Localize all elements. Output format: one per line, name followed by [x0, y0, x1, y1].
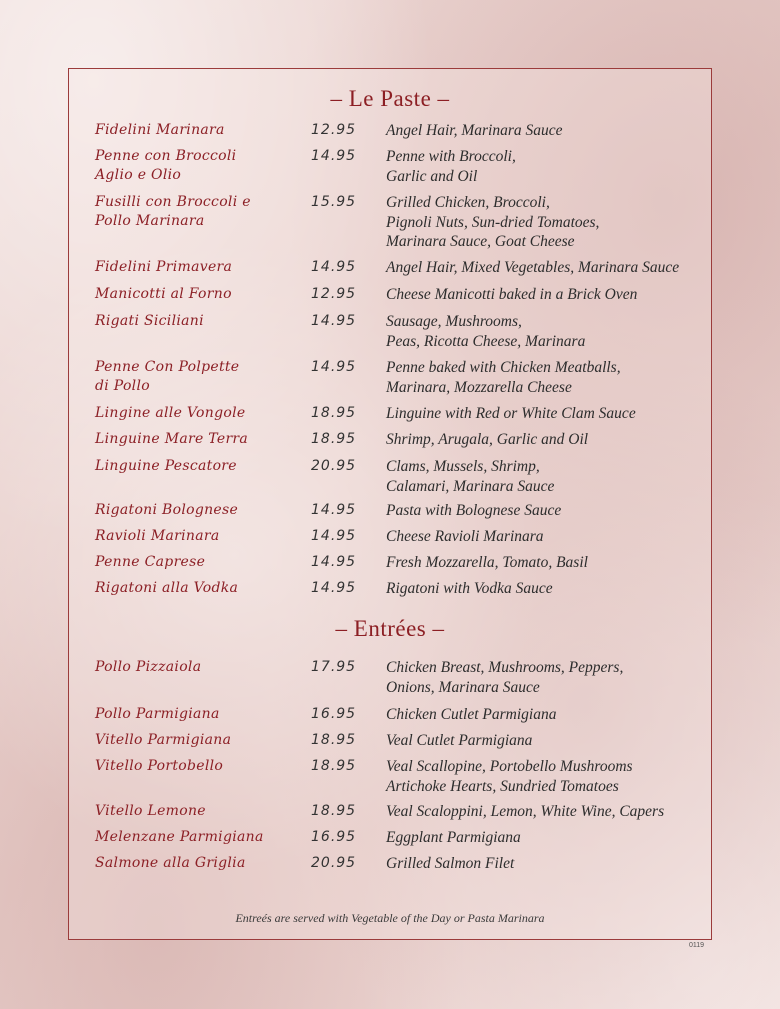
item-description: Cheese Manicotti baked in a Brick Oven: [386, 286, 638, 303]
item-price: 14.95: [311, 554, 357, 570]
item-price: 12.95: [311, 286, 357, 302]
item-price: 14.95: [311, 359, 357, 375]
item-price: 12.95: [311, 122, 357, 138]
item-name: Linguine Mare Terra: [95, 431, 249, 447]
item-price: 14.95: [311, 259, 357, 275]
item-price: 14.95: [311, 580, 357, 596]
item-description: Grilled Salmon Filet: [386, 855, 515, 872]
menu-item: [0, 579, 780, 619]
footnote: Entreés are served with Vegetable of the Day or Pasta Marinara: [235, 911, 545, 925]
item-description: Linguine with Red or White Clam Sauce: [386, 405, 636, 422]
item-price: 18.95: [311, 803, 357, 819]
item-name: Linguine Pescatore: [95, 458, 237, 474]
item-description: Sausage, Mushrooms, Peas, Ricotta Cheese, Marinara: [386, 313, 586, 350]
item-description: Eggplant Parmigiana: [386, 829, 521, 846]
item-name: Pollo Pizzaiola: [95, 659, 202, 675]
item-price: 18.95: [311, 732, 357, 748]
menu-item: [0, 312, 780, 352]
menu-item: [0, 854, 780, 894]
item-description: Pasta with Bolognese Sauce: [386, 502, 562, 519]
item-name: Ravioli Marinara: [95, 528, 220, 544]
menu-item: [0, 457, 780, 497]
item-description: Shrimp, Arugala, Garlic and Oil: [386, 431, 589, 448]
menu-item: [0, 658, 780, 698]
item-name: Pollo Parmigiana: [95, 706, 220, 722]
item-description: Veal Scaloppini, Lemon, White Wine, Capers: [386, 803, 665, 820]
item-description: Cheese Ravioli Marinara: [386, 528, 544, 545]
item-price: 14.95: [311, 313, 357, 329]
section-heading-le-paste: – Le Paste –: [330, 86, 450, 111]
item-name: Melenzane Parmigiana: [95, 829, 264, 845]
menu-item: [0, 358, 780, 398]
item-name: Manicotti al Forno: [95, 286, 232, 302]
item-price: 14.95: [311, 528, 357, 544]
item-price: 14.95: [311, 502, 357, 518]
menu-item: [0, 147, 780, 187]
item-price: 18.95: [311, 405, 357, 421]
item-name: Fidelini Primavera: [95, 259, 233, 275]
item-description: Penne baked with Chicken Meatballs, Marinara, Mozzarella Cheese: [386, 359, 621, 396]
section-heading-entrees: – Entrées –: [335, 616, 445, 641]
item-description: Clams, Mussels, Shrimp, Calamari, Marinara Sauce: [386, 458, 555, 495]
item-name: Lingine alle Vongole: [95, 405, 246, 421]
item-description: Fresh Mozzarella, Tomato, Basil: [386, 554, 588, 571]
item-name: Vitello Portobello: [95, 758, 224, 774]
item-name: Penne Caprese: [95, 554, 206, 570]
item-price: 15.95: [311, 194, 357, 210]
item-description: Angel Hair, Mixed Vegetables, Marinara Sauce: [386, 259, 680, 276]
item-price: 16.95: [311, 829, 357, 845]
menu-item: [0, 193, 780, 250]
item-price: 20.95: [311, 458, 357, 474]
item-name: Fidelini Marinara: [95, 122, 225, 138]
item-description: Grilled Chicken, Broccoli, Pignoli Nuts, Sun-dried Tomatoes, Marinara Sauce, Goat Cheese: [386, 194, 600, 250]
item-name: Penne con Broccoli Aglio e Olio: [95, 148, 237, 183]
item-name: Vitello Lemone: [95, 803, 206, 819]
item-name: Fusilli con Broccoli e Pollo Marinara: [95, 194, 251, 229]
item-price: 18.95: [311, 758, 357, 774]
item-name: Penne Con Polpette di Pollo: [95, 359, 240, 394]
page-code: 0119: [689, 942, 705, 949]
item-name: Rigatoni alla Vodka: [95, 580, 239, 596]
item-description: Chicken Breast, Mushrooms, Peppers, Onions, Marinara Sauce: [386, 659, 624, 696]
item-description: Penne with Broccoli, Garlic and Oil: [386, 148, 516, 185]
item-description: Rigatoni with Vodka Sauce: [386, 580, 553, 597]
item-description: Chicken Cutlet Parmigiana: [386, 706, 557, 723]
item-price: 20.95: [311, 855, 357, 871]
menu-item: [0, 757, 780, 797]
item-price: 18.95: [311, 431, 357, 447]
item-description: Veal Cutlet Parmigiana: [386, 732, 533, 749]
item-name: Rigati Siciliani: [95, 313, 204, 329]
item-name: Salmone alla Griglia: [95, 855, 246, 871]
item-description: Veal Scallopine, Portobello Mushrooms Artichoke Hearts, Sundried Tomatoes: [386, 758, 633, 795]
item-name: Rigatoni Bolognese: [95, 502, 239, 518]
item-price: 16.95: [311, 706, 357, 722]
item-price: 17.95: [311, 659, 357, 675]
item-price: 14.95: [311, 148, 357, 164]
item-name: Vitello Parmigiana: [95, 732, 232, 748]
item-description: Angel Hair, Marinara Sauce: [386, 122, 563, 139]
